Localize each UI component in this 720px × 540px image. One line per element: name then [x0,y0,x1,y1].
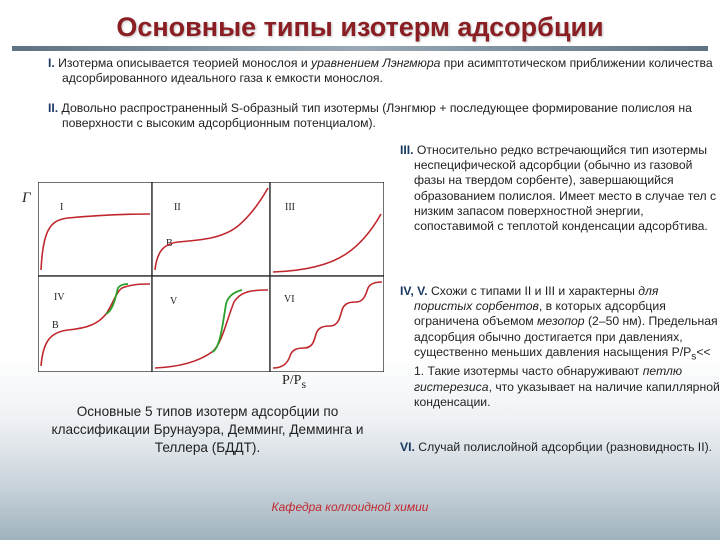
panel-frame [152,182,270,276]
panel-frame [270,182,384,276]
text-fragment: Случай полислойной адсорбции (разновидность II). [414,440,713,454]
panel-label-4: IV [54,292,65,303]
x-axis-label-text: P/P [282,373,302,388]
x-axis-label-subscript: s [301,377,307,391]
text-fragment: , что указывает на наличие капиллярной конденсации. [414,379,720,409]
x-axis-label [282,373,306,391]
text-fragment: << 1. Такие изотермы часто обнаруживают [414,344,711,379]
paragraph-type-1 [48,56,718,86]
roman-numeral: VI. [400,440,415,454]
text-fragment: при асимптотическом приближении количества адсорбированного идеального газа к емкости монослоя. [62,56,713,86]
roman-numeral: I. [48,56,55,70]
panel-label-5: V [170,296,178,307]
paragraph-type-3 [400,143,720,234]
roman-numeral: IV, V. [400,284,428,298]
text-fragment: Изотерма описывается теорией монослоя и [54,56,312,70]
title-divider [12,46,708,51]
emphasis: для пористых сорбентов [414,284,659,314]
y-axis-symbol: Г [22,190,31,206]
panel-label-6: VI [284,294,295,305]
isotherm-figure [38,182,384,372]
text-fragment: Схожи с типами II и III и характерны [427,284,639,298]
figure-caption: Основные 5 типов изотерм адсорбции по классификации Брунауэра, Демминг, Демминга и Теллера (БДДТ). [51,404,364,455]
emphasis: петлю гистерезиса [414,364,682,394]
paragraph-type-2 [48,101,718,131]
emphasis: мезопор [537,314,585,329]
text-fragment: , в которых адсорбция ограничена объемом [414,299,666,329]
panel-frame [38,182,152,276]
panel-label-1: I [60,202,64,213]
text-fragment: Довольно распространенный S-образный тип изотермы (Лэнгмюр + последующее формирование полислоя на поверхности с высоким адсорбционным потенциалом). [58,101,692,131]
emphasis: уравнением Лэнгмюра [311,56,441,70]
page-title: Основные типы изотерм адсорбции [116,12,604,42]
panel-label-3: III [285,202,295,213]
subscript: s [691,351,697,363]
text-fragment: Относительно редко встречающийся тип изотермы неспецифической адсорбции (обычно из газовой фазы на твердом сорбенте), завершающийся образованием полислоя. Имеет место в случае тел с низким запасом поверхностной энергии, сопоставимой с теплотой конденсации адсорбтива. [413,143,717,234]
roman-numeral: III. [400,143,414,157]
footer-department: Кафедра коллоидной химии [271,500,429,514]
paragraph-type-6 [400,440,720,455]
roman-numeral: II. [48,101,59,115]
paragraph-type-4-5 [400,284,720,410]
point-b-label: B [166,238,173,249]
point-b-label: B [52,320,59,331]
panel-label-2: II [174,202,181,213]
text-fragment: (2–50 нм). Предельная адсорбция обычно достигается при давлениях, существенно меньших давления насыщения P/P [414,314,718,359]
